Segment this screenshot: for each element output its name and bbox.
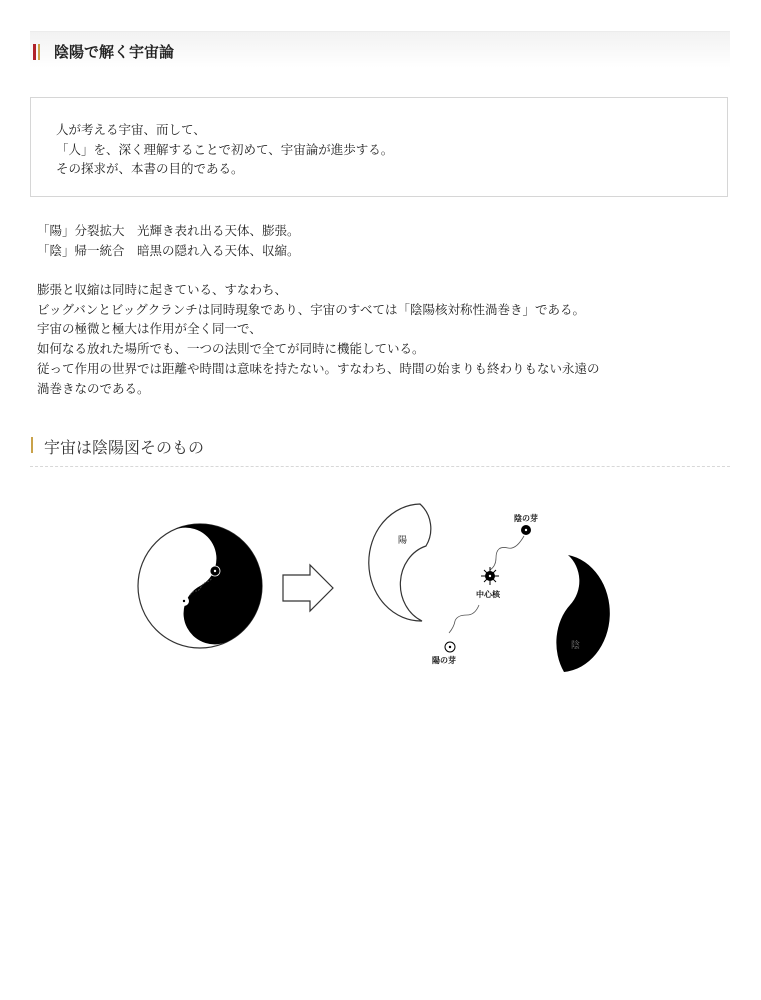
page-heading — [30, 31, 730, 68]
yin-seed-label: 陰の芽 — [514, 514, 538, 523]
section-title: 宇宙は陰陽図そのもの — [44, 438, 205, 457]
section-accent-bar — [31, 437, 33, 453]
intro-line: 人が考える宇宙、而して、 — [56, 122, 206, 137]
body-line: 宇宙の極微と極大は作用が全く同一で、 — [37, 321, 262, 337]
yin-label: 陰 — [571, 641, 581, 651]
body-line: 渦巻きなのである。 — [37, 380, 150, 396]
intro-line: その探求が、本書の目的である。 — [56, 161, 244, 176]
yang-seed-line — [449, 605, 479, 633]
arrow-right-icon — [283, 565, 333, 611]
yang-half — [369, 504, 431, 621]
section-heading — [30, 434, 730, 467]
center-core-label: 中心核 — [476, 590, 500, 599]
page-title: 陰陽で解く宇宙論 — [54, 43, 175, 61]
yin-yang-symbol — [138, 502, 284, 655]
intro-box — [30, 97, 728, 197]
heading-accent-bar-red — [33, 44, 36, 60]
yin-yang-diagram — [130, 495, 630, 685]
body-line: 膨張と収縮は同時に起きている、すなわち、 — [37, 282, 288, 297]
yin-seed-line — [490, 536, 524, 570]
center-core-icon — [481, 567, 499, 585]
heading-accent-bar-gold — [38, 44, 40, 60]
definition-line: 「陰」帰一統合 暗黒の隠れ入る天体、収縮。 — [37, 242, 300, 258]
yin-yang-definition — [37, 221, 300, 260]
body-line: 如何なる放れた場所でも、一つの法則で全てが同時に機能している。 — [37, 341, 425, 357]
intro-text — [56, 120, 393, 179]
body-line: 従って作用の世界では距離や時間は意味を持たない。すなわち、時間の始まりも終わりもない永遠の — [37, 360, 600, 376]
yang-seed-label: 陽の芽 — [432, 656, 456, 665]
body-paragraph — [37, 280, 600, 398]
intro-line: 「人」を、深く理解することで初めて、宇宙論が進歩する。 — [56, 141, 394, 157]
definition-line: 「陽」分裂拡大 光輝き表れ出る天体、膨張。 — [37, 223, 300, 238]
yin-half-separated — [556, 555, 609, 672]
separated-halves — [369, 504, 610, 672]
body-line: ビッグバンとビッグクランチは同時現象であり、宇宙のすべては「陰陽核対称性渦巻き」である。 — [37, 301, 586, 317]
yang-label: 陽 — [398, 536, 408, 546]
